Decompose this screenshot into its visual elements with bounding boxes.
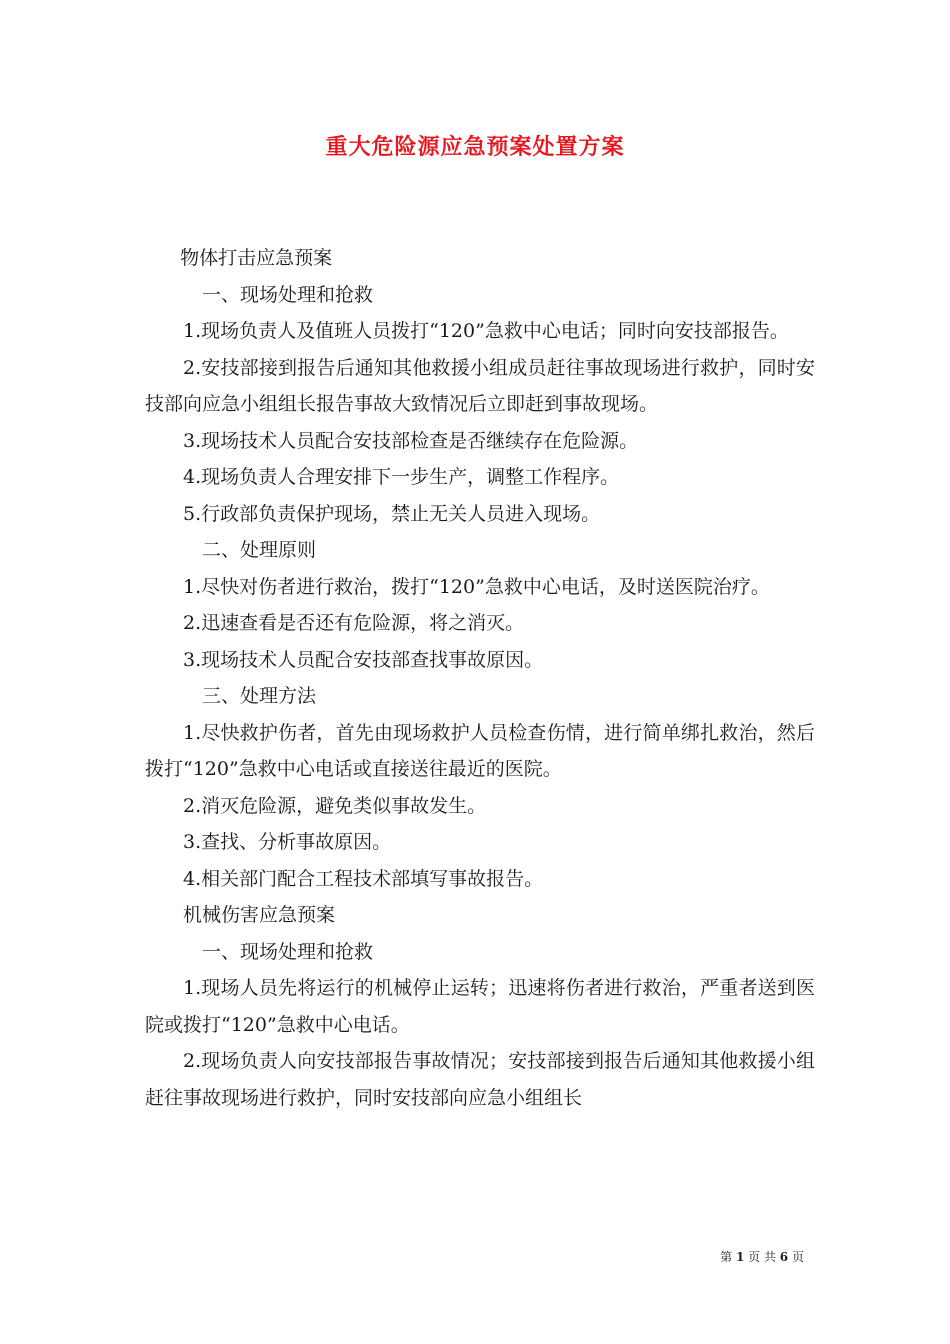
paragraph: 1.尽快对伤者进行救治，拨打“120”急救中心电话，及时送医院治疗。 xyxy=(183,575,770,598)
paragraph: 3.现场技术人员配合安技部查找事故原因。 xyxy=(183,648,544,671)
footer-middle: 页 共 xyxy=(748,1250,776,1264)
paragraph: 4.相关部门配合工程技术部填写事故报告。 xyxy=(183,867,544,890)
total-page-number: 6 xyxy=(779,1250,789,1264)
paragraph: 2.安技部接到报告后通知其他救援小组成员赶往事故现场进行救护，同时安技部向应急小组组长报告事故大致情况后立即赶到事故现场。 xyxy=(145,356,815,415)
document-title: 重大危险源应急预案处置方案 xyxy=(325,134,625,160)
paragraph: 5.行政部负责保护现场，禁止无关人员进入现场。 xyxy=(183,502,601,525)
paragraph: 三、处理方法 xyxy=(202,685,317,707)
paragraph: 3.查找、分析事故原因。 xyxy=(183,831,392,853)
page-footer xyxy=(720,1248,804,1265)
paragraph: 4.现场负责人合理安排下一步生产，调整工作程序。 xyxy=(183,466,620,488)
paragraph: 物体打击应急预案 xyxy=(180,247,333,269)
paragraph: 一、现场处理和抢救 xyxy=(202,283,374,306)
document-body xyxy=(145,240,815,1116)
paragraph: 一、现场处理和抢救 xyxy=(202,940,374,963)
footer-prefix: 第 xyxy=(720,1250,733,1264)
paragraph: 二、处理原则 xyxy=(202,539,317,561)
paragraph: 机械伤害应急预案 xyxy=(183,904,336,926)
paragraph: 1.现场负责人及值班人员拨打“120”急救中心电话；同时向安技部报告。 xyxy=(183,320,789,342)
paragraph: 2.消灭危险源，避免类似事故发生。 xyxy=(183,794,487,817)
paragraph: 3.现场技术人员配合安技部检查是否继续存在危险源。 xyxy=(183,429,639,452)
paragraph: 2.迅速查看是否还有危险源，将之消灭。 xyxy=(183,612,525,634)
footer-suffix: 页 xyxy=(791,1250,804,1264)
paragraph: 1.尽快救护伤者，首先由现场救护人员检查伤情，进行简单绑扎救治，然后拨打“120”急救中心电话或直接送往最近的医院。 xyxy=(145,721,815,780)
current-page-number: 1 xyxy=(735,1250,745,1264)
paragraph: 1.现场人员先将运行的机械停止运转；迅速将伤者进行救治，严重者送到医院或拨打“120”急救中心电话。 xyxy=(145,977,815,1036)
paragraph: 2.现场负责人向安技部报告事故情况；安技部接到报告后通知其他救援小组赶往事故现场进行救护，同时安技部向应急小组组长 xyxy=(145,1050,815,1109)
